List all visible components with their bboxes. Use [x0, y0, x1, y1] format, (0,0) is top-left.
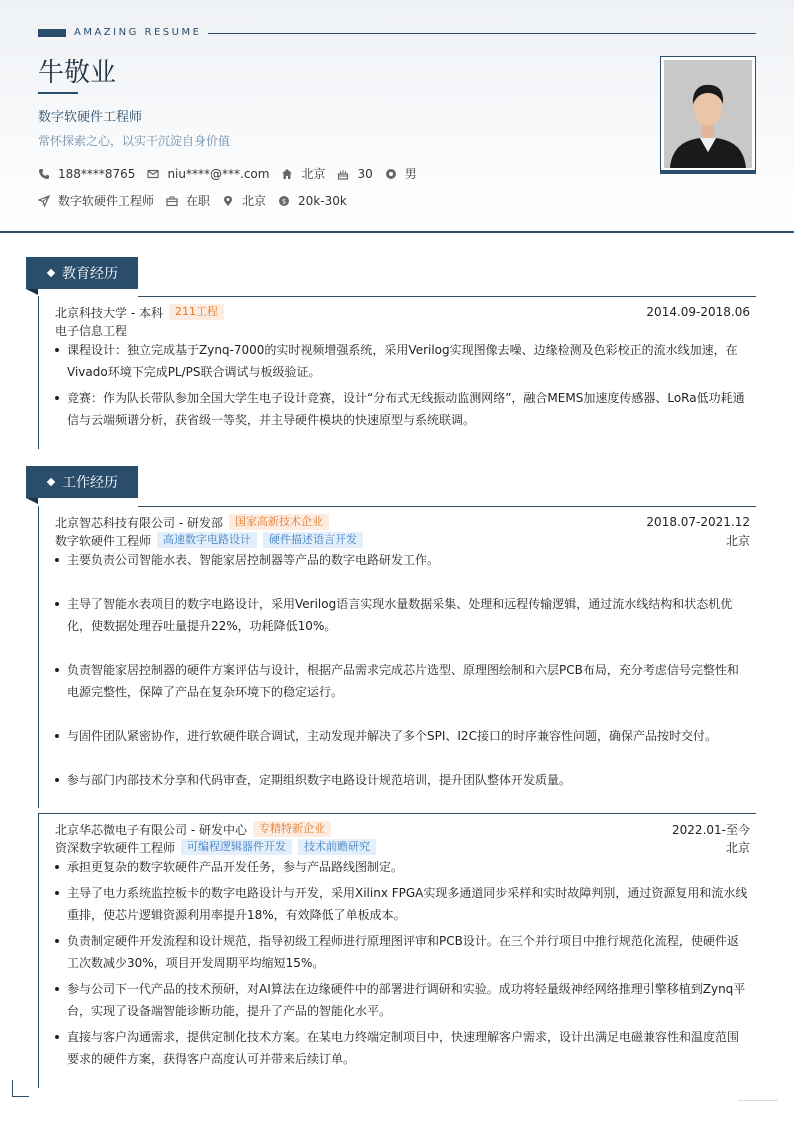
major: 电子信息工程 — [55, 323, 128, 338]
gender-item — [385, 165, 417, 182]
brand-text: AMAZING RESUME — [74, 27, 202, 38]
job-city: 北京 — [725, 533, 750, 548]
job-entry — [55, 820, 750, 856]
skill-tag: 可编程逻辑器件开发 — [181, 839, 292, 855]
gender-icon — [385, 168, 397, 180]
status-text: 在职 — [186, 194, 211, 208]
job-bullet: 与固件团队紧密协作，进行软硬件联合调试，主动发现并解决了多个SPI、I2C接口的时序兼容性问题，确保产品按时交付。 — [55, 725, 750, 747]
residence-item — [281, 165, 325, 182]
age-item — [337, 167, 372, 181]
job-bullet: 直接与客户沟通需求，提供定制化技术方案。在某电力终端定制项目中，快速理解客户需求，设计出满足电磁兼容性和温度范围要求的硬件方案，获得客户高度认可并带来后续订单。 — [55, 1026, 750, 1070]
company-tag: 国家高新技术企业 — [229, 514, 329, 530]
gender-text: 男 — [404, 167, 417, 181]
job-divider — [38, 813, 756, 814]
header-divider — [0, 231, 794, 233]
job-date: 2022.01-至今 — [672, 822, 750, 837]
intent-city-item — [222, 192, 266, 209]
contact-info-row — [38, 165, 429, 182]
job-bullet: 主导了智能水表项目的数字电路设计，采用Verilog语言实现水量数据采集、处理和远程传输逻辑，通过流水线结构和状态机优化，使数据处理吞吐量提升22%，功耗降低10%。 — [55, 593, 750, 637]
salary-text: 20k-30k — [298, 193, 347, 208]
candidate-name: 牛敬业 — [38, 58, 117, 88]
phone-text: 188****8765 — [58, 166, 136, 181]
job-bullet: 负责智能家居控制器的硬件方案评估与设计，根据产品需求完成芯片选型、原理图绘制和六层PCB布局，充分考虑信号完整性和电源完整性，保障了产品在复杂环境下的稳定运行。 — [55, 659, 750, 703]
timeline-line — [38, 813, 39, 1088]
education-bullet: 课程设计：独立完成基于Zynq-7000的实时视频增强系统，采用Verilog实现图像去噪、边缘检测及色彩校正的流水线加速，在Vivado环境下完成PL/PS联合调试与板级验证。 — [55, 339, 750, 383]
job-bullet: 参与部门内部技术分享和代码审查，定期组织数字电路设计规范培训，提升团队整体开发质量。 — [55, 769, 750, 791]
job-bullet: 主导了电力系统监控板卡的数字电路设计与开发，采用Xilinx FPGA实现多通道同步采样和实时故障判别，通过资源复用和流水线重排，使芯片逻辑资源利用率提升18%，有效降低了单板成本。 — [55, 882, 750, 926]
phone-item — [38, 167, 135, 181]
mail-icon — [147, 168, 159, 180]
email-text: niu****@***.com — [167, 166, 270, 181]
cake-icon — [337, 168, 349, 180]
education-bullet: 竞赛：作为队长带队参加全国大学生电子设计竞赛，设计“分布式无线振动监测网络”，融合MEMS加速度传感器、LoRa低功耗通信与云端频谱分析，获省级一等奖，并主导硬件模块的快速原型与系统联调。 — [55, 387, 750, 431]
motto: 常怀探索之心，以实干沉淀自身价值 — [38, 134, 231, 148]
money-icon — [278, 195, 290, 207]
section-title-work — [26, 466, 138, 498]
profile-photo — [660, 56, 756, 172]
job-city: 北京 — [725, 840, 750, 855]
section-title-text: 教育经历 — [62, 266, 118, 282]
page-corner-mark — [12, 1080, 29, 1097]
section-rule — [138, 296, 756, 297]
job-bullet: 承担更复杂的数字软硬件产品开发任务，参与产品路线图制定。 — [55, 856, 750, 878]
timeline-line — [38, 296, 39, 449]
job-bullet: 主要负责公司智能水表、智能家居控制器等产品的数字电路研发工作。 — [55, 549, 750, 571]
briefcase-icon — [166, 195, 178, 207]
photo-underline — [660, 170, 756, 174]
school-name: 北京科技大学 - 本科 — [55, 305, 163, 320]
job-date: 2018.07-2021.12 — [646, 515, 750, 529]
job-entry — [55, 513, 750, 549]
job-title: 数字软硬件工程师 — [38, 110, 143, 125]
section-rule — [138, 506, 756, 507]
skill-tag: 硬件描述语言开发 — [263, 532, 363, 548]
job-bullet: 参与公司下一代产品的技术预研，对AI算法在边缘硬件中的部署进行调研和实验。成功将轻量级神经网络推理引擎移植到Zynq平台，实现了设备端智能诊断功能，提升了产品的智能化水平。 — [55, 978, 750, 1022]
send-icon — [38, 195, 50, 207]
status-item — [166, 192, 210, 209]
skill-tag: 技术前瞻研究 — [298, 839, 376, 855]
company-name: 北京华芯微电子有限公司 - 研发中心 — [55, 822, 247, 837]
age-text: 30 — [357, 166, 373, 181]
timeline-line — [38, 506, 39, 808]
education-entry — [55, 303, 750, 339]
job-intent-row — [38, 192, 359, 209]
phone-icon — [38, 168, 50, 180]
page-corner-mark — [738, 1100, 778, 1101]
email-item — [147, 167, 269, 181]
job-bullet: 负责制定硬件开发流程和设计规范，指导初级工程师进行原理图评审和PCB设计。在三个并行项目中推行规范化流程，使硬件返工次数减少30%，项目开发周期平均缩短15%。 — [55, 930, 750, 974]
education-date: 2014.09-2018.06 — [646, 305, 750, 319]
position: 资深数字软硬件工程师 — [55, 840, 176, 855]
svg-text:$: $ — [281, 197, 287, 206]
intent-position-item — [38, 192, 154, 209]
section-title-education — [26, 257, 138, 289]
brand-rule — [208, 33, 756, 34]
position: 数字软硬件工程师 — [55, 533, 152, 548]
skill-tag: 高速数字电路设计 — [157, 532, 257, 548]
diamond-icon — [47, 478, 55, 486]
name-underline — [38, 92, 78, 94]
company-tag: 专精特新企业 — [253, 821, 331, 837]
residence-text: 北京 — [301, 167, 326, 181]
company-name: 北京智芯科技有限公司 - 研发部 — [55, 515, 223, 530]
school-tag: 211工程 — [169, 304, 224, 320]
section-fold — [26, 498, 38, 504]
salary-item — [278, 194, 347, 208]
intent-position-text: 数字软硬件工程师 — [58, 194, 155, 208]
location-pin-icon — [222, 195, 234, 207]
section-fold — [26, 289, 38, 295]
brand-bar — [38, 29, 66, 37]
home-icon — [281, 168, 293, 180]
portrait-photo-icon — [664, 60, 752, 168]
diamond-icon — [47, 269, 55, 277]
section-title-text: 工作经历 — [62, 475, 118, 491]
intent-city-text: 北京 — [242, 194, 267, 208]
